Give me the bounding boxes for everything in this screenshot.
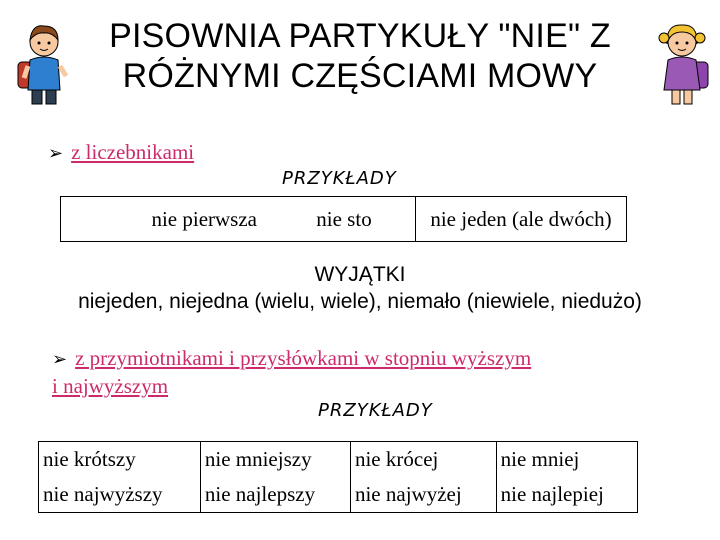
bullet-adjectives-text-1: z przymiotnikami i przysłówkami w stopniu wyższym	[75, 346, 532, 370]
girl-with-backpack-clipart	[654, 18, 710, 108]
table-cell: nie najlepiej	[500, 482, 604, 506]
table-row	[39, 442, 638, 478]
title-line-1: PISOWNIA PARTYKUŁY "NIE" Z	[109, 17, 611, 55]
table-cell: nie najlepszy	[200, 477, 350, 513]
exceptions-text: niejeden, niejedna (wielu, wiele), niemało (niewiele, niedużo)	[78, 290, 642, 313]
examples-label-2: PRZYKŁADY	[318, 400, 433, 421]
examples-label-1: PRZYKŁADY	[282, 168, 397, 189]
title-line-2: RÓŻNYMI CZĘŚCIAMI MOWY	[122, 57, 598, 95]
arrow-bullet-icon: ➢	[52, 349, 68, 369]
arrow-bullet-icon: ➢	[48, 143, 64, 163]
exceptions-label: WYJĄTKI	[314, 263, 406, 286]
table-cell: nie sto	[273, 197, 416, 242]
table-cell: nie pierwsza	[61, 197, 274, 242]
bullet-numerals-text: z liczebnikami	[71, 140, 195, 164]
bullet-adjectives	[52, 345, 531, 400]
bullet-numerals	[48, 140, 194, 165]
table-cell: nie mniej	[500, 447, 580, 471]
slide-title	[40, 16, 680, 96]
boy-with-backpack-clipart	[16, 18, 72, 108]
bullet-adjectives-text-2: i najwyższym	[52, 374, 169, 398]
table-row	[39, 477, 638, 513]
table-cell: nie krócej	[350, 442, 496, 478]
table-cell: nie najwyżej	[350, 477, 496, 513]
table-cell: nie mniejszy	[200, 442, 350, 478]
table-cell: nie najwyższy	[39, 477, 201, 513]
table-cell: nie jeden (ale dwóch)	[416, 197, 627, 242]
adjectives-examples-table	[38, 441, 638, 513]
table-row	[61, 197, 627, 242]
numerals-examples-table	[60, 196, 627, 242]
table-cell: nie krótszy	[39, 442, 201, 478]
